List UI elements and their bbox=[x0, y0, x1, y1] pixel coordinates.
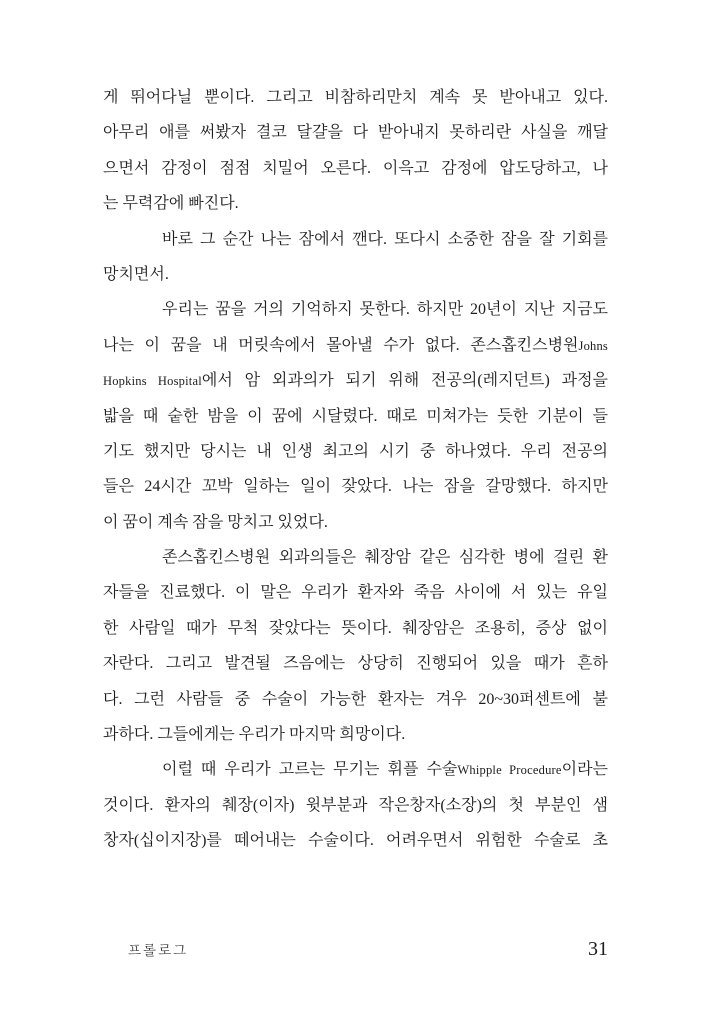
text-line bbox=[103, 788, 608, 823]
text-segment: 자란다. 그리고 발견될 즈음에는 상당히 진행되어 있을 때가 흔하 bbox=[103, 655, 608, 673]
text-line bbox=[103, 611, 608, 646]
text-line bbox=[103, 505, 608, 540]
text-line bbox=[103, 257, 608, 292]
text-segment: 나는 이 꿈을 내 머릿속에서 몰아낼 수가 없다. 존스홉킨스병원 bbox=[103, 336, 579, 354]
text-segment: 밟을 때 숱한 밤을 이 꿈에 시달렸다. 때로 미쳐가는 듯한 기분이 들 bbox=[103, 407, 608, 425]
text-line bbox=[103, 399, 608, 434]
text-segment: 게 뛰어다닐 뿐이다. 그리고 비참하리만치 계속 못 받아내고 있다. bbox=[103, 89, 608, 106]
text-segment: 이라는 bbox=[561, 761, 608, 779]
text-segment: 자들을 진료했다. 이 말은 우리가 환자와 죽음 사이에 서 있는 유일 bbox=[103, 584, 608, 602]
text-segment: 다. 그런 사람들 중 수술이 가능한 환자는 겨우 20~30퍼센트에 불 bbox=[103, 690, 608, 708]
text-line bbox=[103, 151, 608, 186]
latin-annotation: Johns bbox=[578, 338, 608, 353]
text-segment: 존스홉킨스병원 외과의들은 췌장암 같은 심각한 병에 걸린 환 bbox=[162, 549, 608, 567]
page-footer bbox=[103, 938, 608, 961]
latin-annotation: Hopkins Hospital bbox=[103, 374, 202, 389]
text-line bbox=[103, 682, 608, 717]
text-line bbox=[103, 540, 608, 575]
text-line bbox=[103, 646, 608, 681]
footer-section-label: 프롤로그 bbox=[128, 943, 189, 958]
text-segment: 이 꿈이 계속 잠을 망치고 있었다. bbox=[103, 513, 328, 531]
text-segment: 것이다. 환자의 췌장(이자) 윗부분과 작은창자(소장)의 첫 부분인 샘 bbox=[103, 796, 608, 814]
text-segment: 바로 그 순간 나는 잠에서 깬다. 또다시 소중한 잠을 잘 기회를 bbox=[162, 230, 608, 248]
text-line bbox=[103, 752, 608, 787]
text-line bbox=[103, 292, 608, 327]
text-segment: 이럴 때 우리가 고르는 무기는 휘플 수술 bbox=[162, 761, 458, 779]
text-segment: 는 무력감에 빠진다. bbox=[103, 195, 239, 213]
text-line bbox=[103, 363, 608, 398]
text-line bbox=[103, 80, 608, 115]
text-line bbox=[103, 575, 608, 610]
text-segment: 우리는 꿈을 거의 기억하지 못한다. 하지만 20년이 지난 지금도 bbox=[162, 301, 608, 319]
text-line bbox=[103, 717, 608, 752]
text-line bbox=[103, 328, 608, 363]
latin-annotation: Whipple Procedure bbox=[457, 763, 562, 778]
text-segment: 창자(십이지장)를 떼어내는 수술이다. 어려우면서 위험한 수술로 초 bbox=[103, 832, 608, 850]
text-line bbox=[103, 115, 608, 150]
text-segment: 들은 24시간 꼬박 일하는 일이 잦았다. 나는 잠을 갈망했다. 하지만 bbox=[103, 478, 608, 496]
text-line bbox=[103, 186, 608, 221]
text-segment: 과하다. 그들에게는 우리가 마지막 희망이다. bbox=[103, 726, 406, 744]
text-segment: 에서 암 외과의가 되기 위해 전공의(레지던트) 과정을 bbox=[201, 372, 608, 390]
text-segment: 한 사람일 때가 무척 잦았다는 뜻이다. 췌장암은 조용히, 증상 없이 bbox=[103, 619, 608, 637]
text-segment: 으면서 감정이 점점 치밀어 오른다. 이윽고 감정에 압도당하고, 나 bbox=[103, 159, 608, 177]
body-text bbox=[103, 80, 608, 859]
text-line bbox=[103, 434, 608, 469]
text-segment: 아무리 애를 써봤자 결코 달걀을 다 받아내지 못하리란 사실을 깨달 bbox=[103, 124, 608, 142]
text-segment: 망치면서. bbox=[103, 265, 169, 283]
footer-page-number: 31 bbox=[588, 938, 608, 960]
text-line bbox=[103, 469, 608, 504]
text-segment: 기도 했지만 당시는 내 인생 최고의 시기 중 하나였다. 우리 전공의 bbox=[103, 442, 608, 460]
text-line bbox=[103, 823, 608, 858]
text-line bbox=[103, 222, 608, 257]
